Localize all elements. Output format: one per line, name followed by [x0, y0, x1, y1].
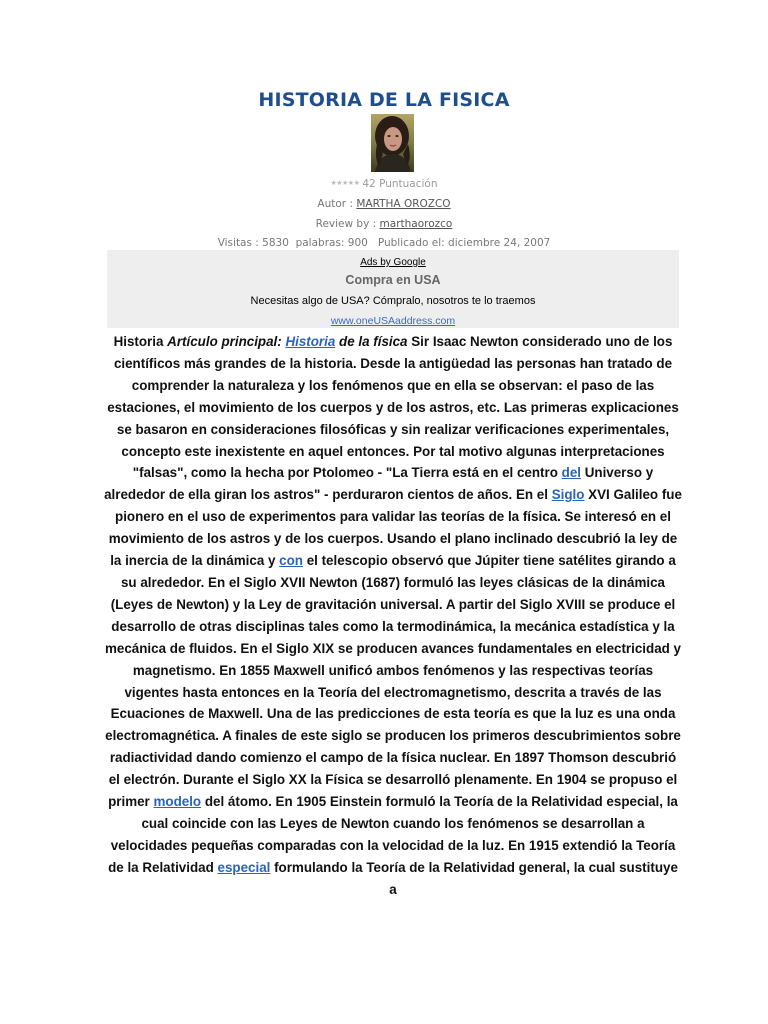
reviewer-link[interactable]: marthaorozco — [379, 218, 453, 230]
article-text: el telescopio observó que Júpiter tiene satélites girando a su alrededor. En el Siglo XVII Newton (1687) formuló las leyes clásicas de la dinámica (Leyes de Newton) y la Ley de gravitación universal. A partir del Siglo XVIII se produce el desarrollo de otras disciplinas tales como la termodinámica, la mecánica estadística y la mecánica de fluidos. En el Siglo XIX se producen avances fundamentales en electricidad y magnetismo. En 1855 Maxwell unificó ambos fenómenos y las respectivas teorías vigentes hasta entonces en la Teoría del electromagnetismo, descrita a través de las Ecuaciones de Maxwell. Una de las predicciones de esta teoría es que la luz es una onda electromagnética. A finales de este siglo se producen los primeros descubrimientos sobre radiactividad dando comienzo el campo de la física nuclear. En 1897 Thomson descubrió el electrón. Durante el Siglo XX la Física se desarrolló plenamente. En 1904 se propuso el primer — [105, 553, 681, 810]
rating-stars-icon: ★★★★★ — [330, 179, 360, 187]
link-del[interactable]: del — [561, 465, 581, 481]
rating-row — [0, 178, 768, 190]
article-text: XVI Galileo fue pionero en el uso de experimentos para validar las teorías de la física. Se interesó en el movimiento de los astros y de los cuerpos. Usando el plano inclinado descubrió la ley de la inercia de la dinámica y — [108, 487, 682, 569]
article-subtitle: Artículo principal: — [167, 334, 286, 349]
author-avatar[interactable] — [371, 114, 414, 172]
link-con[interactable]: con — [279, 553, 303, 569]
avatar-image — [371, 114, 414, 172]
article-text: formulando la Teoría de la Relatividad general, la cual sustituye a — [270, 859, 678, 897]
link-especial[interactable]: especial — [217, 859, 271, 875]
review-row — [0, 218, 768, 230]
link-historia[interactable]: Historia — [285, 334, 336, 349]
review-label: Review by : — [315, 218, 377, 230]
google-ad-box[interactable] — [107, 250, 679, 328]
article-text: Historia — [113, 334, 168, 349]
ads-by-google-label[interactable]: Ads by Google — [360, 257, 426, 268]
link-modelo[interactable]: modelo — [153, 794, 202, 810]
ad-description: Necesitas algo de USA? Cómpralo, nosotros te lo traemos — [250, 295, 536, 307]
article-text: del átomo. En 1905 Einstein formuló la Teoría de la Relatividad especial, la cual coincide con las Leyes de Newton cuando los fenómenos se desarrollan a velocidades pequeñas comparadas con la velocidad de la luz. En 1915 extendió la Teoría de la Relatividad — [108, 794, 678, 875]
link-siglo[interactable]: Siglo — [551, 487, 585, 503]
article-body — [104, 331, 682, 901]
ad-url-link[interactable]: www.oneUSAaddress.com — [330, 315, 456, 327]
article-text: Universo y alrededor de ella giran los astros" - perduraron cientos de años. En el — [104, 465, 654, 503]
author-label: Autor : — [317, 198, 353, 210]
article-text: Sir Isaac Newton considerado uno de los científicos más grandes de la historia. Desde la antigüedad las personas han tratado de comprender la naturaleza y los fenómenos que en ella se observan: el paso de las estaciones, el movimiento de los cuerpos y de los astros, etc. Las primeras explicaciones se basaron en consideraciones filosóficas y sin realizar verificaciones experimentales, concepto este inexistente en aquel entonces. Por tal motivo algunas interpretaciones "falsas", como la hecha por Ptolomeo - "La Tierra está en el centro — [107, 334, 679, 481]
author-link[interactable]: MARTHA OROZCO — [356, 198, 451, 210]
stats-row: Visitas : 5830 palabras: 900 Publicado el: diciembre 24, 2007 — [217, 237, 551, 249]
author-row — [0, 198, 768, 210]
page-title: HISTORIA DE LA FISICA — [258, 89, 510, 111]
article-subtitle-suffix: de la física — [335, 334, 408, 349]
ad-title[interactable]: Compra en USA — [345, 273, 441, 287]
rating-text: 42 Puntuación — [362, 178, 438, 190]
